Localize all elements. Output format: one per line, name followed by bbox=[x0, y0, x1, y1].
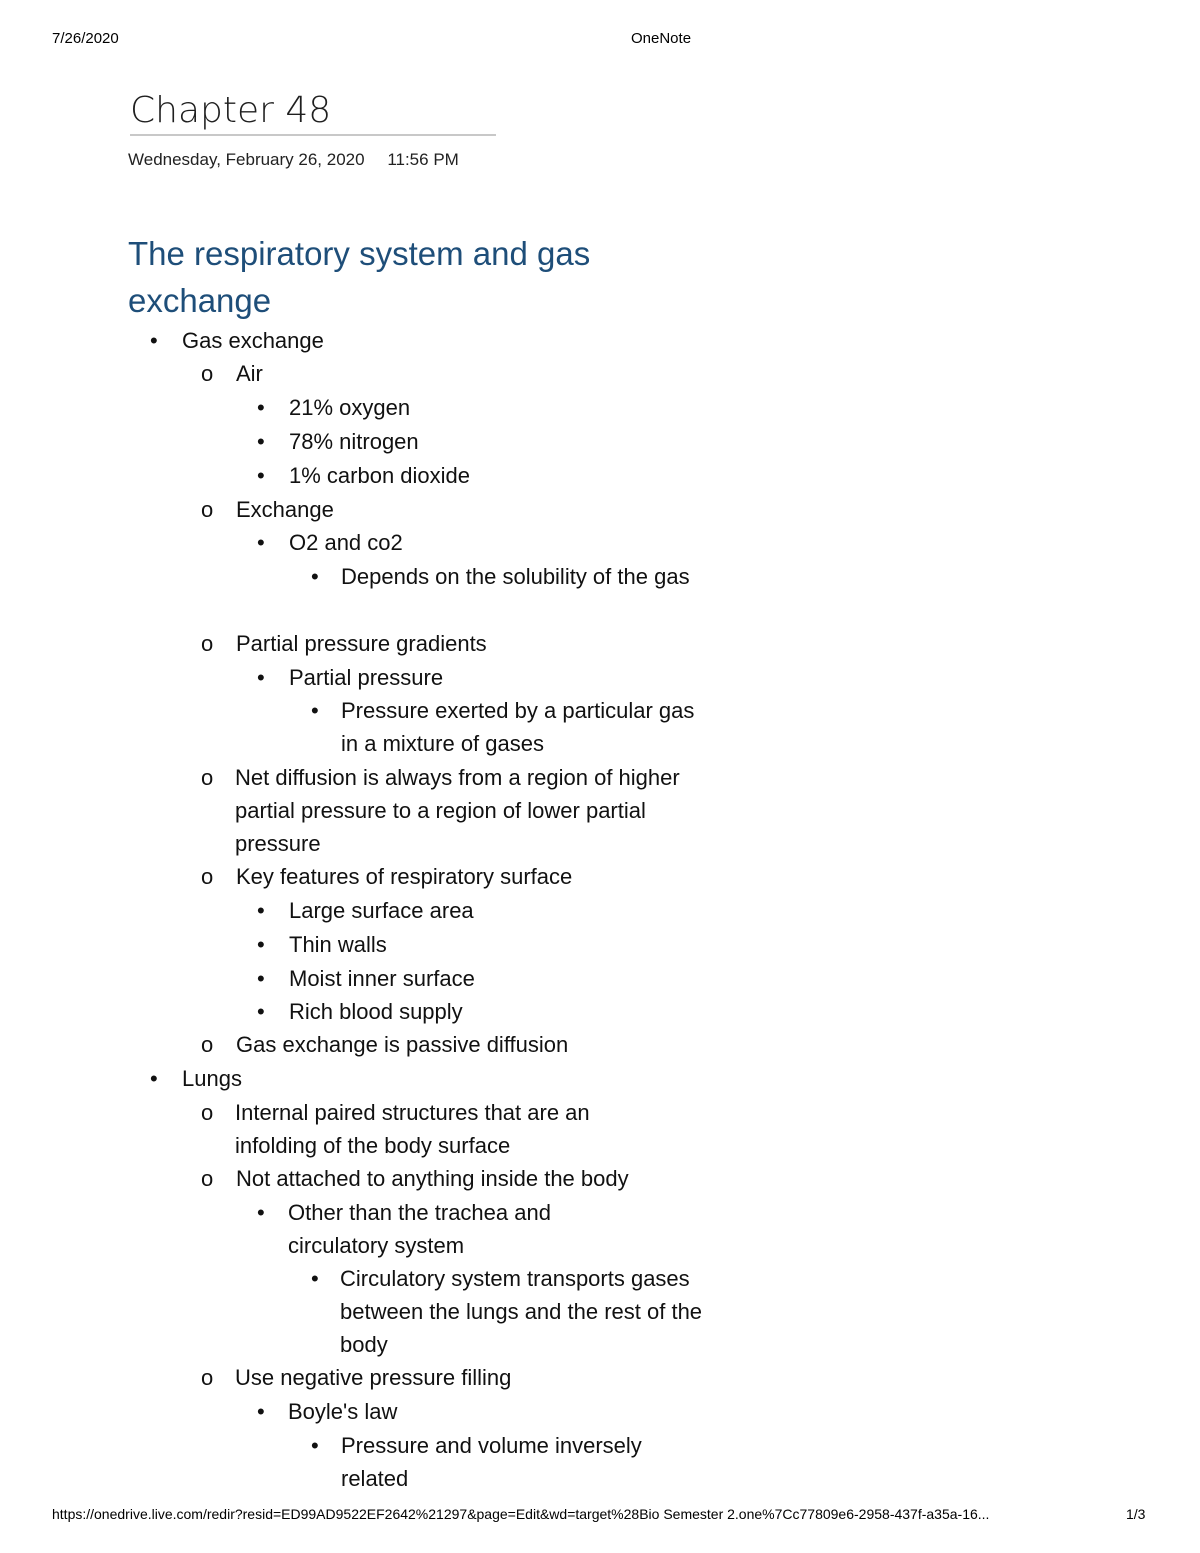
circle-bullet-icon bbox=[201, 493, 213, 526]
outline-item[interactable]: Thin walls bbox=[289, 932, 387, 957]
circle-bullet-icon bbox=[201, 1028, 213, 1061]
outline-item[interactable]: Circulatory system transports gases between the lungs and the rest of the body bbox=[340, 1266, 703, 1357]
bullet-icon bbox=[311, 560, 319, 593]
page-title[interactable]: Chapter 48 bbox=[130, 90, 332, 131]
section-heading[interactable]: The respiratory system and gas exchange bbox=[128, 235, 591, 319]
print-footer-url[interactable]: https://onedrive.live.com/redir?resid=ED99AD9522EF2642%21297&page=Edit&wd=target%28Bio Semester 2.one%7Cc77809e6-2958-437f-a35a-16... bbox=[52, 1506, 990, 1522]
bullet-icon bbox=[257, 459, 265, 492]
page-time: 11:56 PM bbox=[387, 150, 459, 169]
circle-bullet-icon bbox=[201, 761, 213, 794]
outline-item[interactable]: Gas exchange bbox=[182, 328, 324, 353]
outline-item[interactable]: Large surface area bbox=[289, 898, 474, 923]
outline-item[interactable]: Partial pressure bbox=[289, 665, 444, 690]
bullet-icon bbox=[257, 526, 265, 559]
outline-item[interactable]: Air bbox=[236, 361, 263, 386]
circle-bullet-icon bbox=[201, 357, 213, 390]
outline-item[interactable]: Partial pressure gradients bbox=[236, 631, 487, 656]
bullet-icon bbox=[257, 962, 265, 995]
bullet-icon bbox=[311, 694, 319, 727]
outline-item[interactable]: Key features of respiratory surface bbox=[236, 864, 573, 889]
outline-item[interactable]: Rich blood supply bbox=[289, 999, 463, 1024]
bullet-icon bbox=[311, 1429, 319, 1462]
outline-item[interactable]: Exchange bbox=[236, 497, 334, 522]
print-header-date: 7/26/2020 bbox=[52, 30, 119, 47]
bullet-icon bbox=[257, 928, 265, 961]
print-footer-page-number: 1/3 bbox=[1126, 1506, 1146, 1522]
outline-item[interactable]: 1% carbon dioxide bbox=[289, 463, 471, 488]
outline-item[interactable]: Gas exchange is passive diffusion bbox=[236, 1032, 569, 1057]
bullet-icon bbox=[257, 894, 265, 927]
outline-item[interactable]: Use negative pressure filling bbox=[235, 1365, 512, 1390]
outline-item[interactable]: Net diffusion is always from a region of higher partial pressure to a region of lower partial pressure bbox=[235, 765, 680, 856]
outline-item[interactable]: O2 and co2 bbox=[289, 530, 403, 555]
bullet-icon bbox=[257, 1196, 265, 1229]
circle-bullet-icon bbox=[201, 627, 213, 660]
outline-item[interactable]: Not attached to anything inside the body bbox=[236, 1166, 629, 1191]
bullet-icon bbox=[257, 1395, 265, 1428]
bullet-icon bbox=[257, 661, 265, 694]
outline-item[interactable]: Internal paired structures that are an infolding of the body surface bbox=[235, 1100, 590, 1158]
bullet-icon bbox=[257, 425, 265, 458]
circle-bullet-icon bbox=[201, 860, 213, 893]
circle-bullet-icon bbox=[201, 1162, 213, 1195]
print-header-app-name: OneNote bbox=[631, 30, 692, 47]
bullet-icon bbox=[311, 1262, 319, 1295]
outline-item[interactable]: Lungs bbox=[182, 1066, 242, 1091]
outline-item[interactable]: Pressure and volume inversely related bbox=[341, 1433, 642, 1491]
page-date: Wednesday, February 26, 2020 bbox=[128, 150, 365, 169]
outline-item[interactable]: Pressure exerted by a particular gas in a mixture of gases bbox=[341, 698, 695, 756]
outline-item[interactable]: 21% oxygen bbox=[289, 395, 411, 420]
outline-item[interactable]: Moist inner surface bbox=[289, 966, 475, 991]
circle-bullet-icon bbox=[201, 1361, 213, 1394]
outline-item[interactable]: 78% nitrogen bbox=[289, 429, 419, 454]
outline-item[interactable]: Depends on the solubility of the gas bbox=[341, 564, 690, 589]
bullet-icon bbox=[257, 995, 265, 1028]
bullet-icon bbox=[257, 391, 265, 424]
circle-bullet-icon bbox=[201, 1096, 213, 1129]
bullet-icon bbox=[150, 324, 158, 357]
outline-item[interactable]: Other than the trachea and circulatory system bbox=[288, 1200, 551, 1258]
bullet-icon bbox=[150, 1062, 158, 1095]
outline-item[interactable]: Boyle's law bbox=[288, 1399, 398, 1424]
